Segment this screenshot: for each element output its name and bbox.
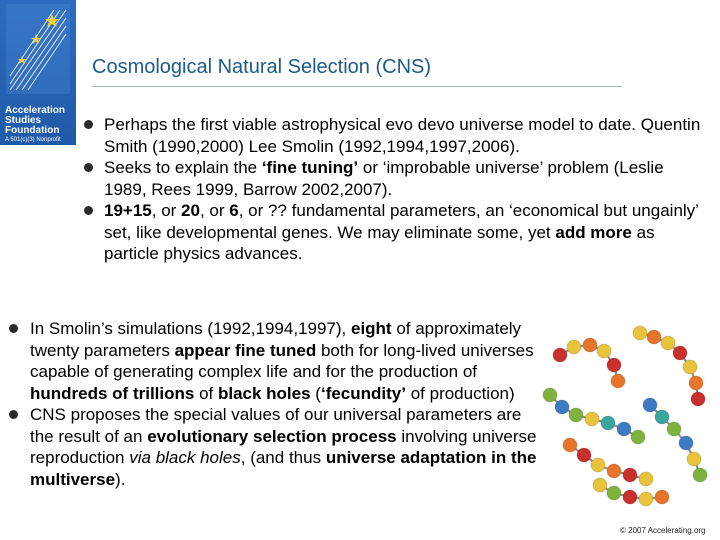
bead-icon — [607, 464, 621, 478]
bullet-text-part: ‘fecundity’ — [320, 383, 406, 403]
bead-icon — [607, 358, 621, 372]
bead-icon — [631, 430, 645, 444]
bullet-item — [30, 318, 540, 404]
bead-icon — [607, 486, 621, 500]
bead-icon — [543, 388, 557, 402]
bullet-dot-icon — [9, 324, 18, 333]
bead-icon — [639, 472, 653, 486]
bullet-text-part: 20 — [181, 201, 200, 220]
lower-bullet-list — [30, 318, 540, 490]
bead-icon — [687, 452, 701, 466]
bead-icon — [691, 392, 705, 406]
molecule-beads-image — [540, 325, 715, 510]
bead-icon — [591, 458, 605, 472]
upper-bullet-list — [104, 114, 710, 265]
bead-icon — [577, 448, 591, 462]
bullet-text-part: evolutionary selection process — [147, 426, 397, 446]
bullet-text-part: black holes — [217, 383, 311, 403]
bullet-text-part: appear fine tuned — [174, 340, 317, 360]
bullet-text-part: ( — [310, 383, 321, 403]
bead-icon — [601, 416, 615, 430]
bullet-text-part: of production) — [405, 383, 515, 403]
bullet-text-part: Seeks to explain the — [104, 158, 262, 177]
slide-title: Cosmological Natural Selection (CNS) — [92, 56, 432, 78]
bullet-dot-icon — [84, 120, 93, 129]
bullet-item — [104, 157, 710, 200]
bead-icon — [623, 468, 637, 482]
bead-icon — [617, 422, 631, 436]
bullet-item — [30, 404, 540, 490]
bead-icon — [643, 398, 657, 412]
bead-icon — [567, 340, 581, 354]
bullet-text-part: , (and thus — [240, 448, 326, 467]
bead-icon — [647, 330, 661, 344]
bullet-text-part: , or — [199, 201, 230, 220]
bead-icon — [679, 436, 693, 450]
bullet-text-part: of — [194, 383, 218, 403]
bullet-text-part: both for long-lived universes capable of generating complex life and for the production of — [30, 340, 534, 381]
bullet-text-part: hundreds of trillions — [30, 383, 195, 403]
copyright-text: © 2007 Accelerating.org — [620, 526, 706, 535]
bead-icon — [655, 490, 669, 504]
bullet-text-part: ). — [115, 469, 126, 489]
bead-icon — [667, 422, 681, 436]
bullet-text-part: or ‘improbable universe’ problem (Leslie 1989, Rees 1999, Barrow 2002,2007). — [104, 158, 664, 199]
bead-icon — [689, 376, 703, 390]
bullet-text-part: of approximately twenty parameters — [30, 319, 522, 360]
bullet-dot-icon — [9, 410, 18, 419]
bead-icon — [661, 336, 675, 350]
bullet-text-part: via black holes — [129, 448, 241, 467]
bead-icon — [597, 344, 611, 358]
bullet-item — [104, 200, 710, 265]
bead-icon — [585, 412, 599, 426]
bullet-text-part: eight — [350, 319, 392, 338]
bullet-dot-icon — [84, 206, 93, 215]
bead-icon — [655, 410, 669, 424]
bead-icon — [611, 374, 625, 388]
bullet-text-part: Perhaps the first viable astrophysical evo devo universe model to date. Quentin Smith (1990,2000) Lee Smolin (1992,1994,1997,2006). — [104, 115, 701, 156]
bullet-text-part: CNS proposes the special values of our universal parameters are the result of an — [30, 405, 522, 446]
bead-icon — [639, 492, 653, 506]
org-name: Acceleration Studies Foundation — [5, 105, 66, 136]
bead-icon — [683, 360, 697, 374]
bead-icon — [593, 478, 607, 492]
bead-icon — [693, 468, 707, 482]
bullet-text-part: 6 — [229, 201, 239, 220]
bead-icon — [569, 408, 583, 422]
bullet-text-part: 19+15 — [104, 201, 152, 220]
bullet-text-part: add more — [555, 222, 632, 242]
bullet-text-part: ‘fine tuning’ — [261, 158, 359, 177]
bead-icon — [633, 326, 647, 340]
foundation-logo-icon — [6, 4, 70, 94]
title-divider — [92, 86, 622, 87]
bullet-text-part: involving universe reproduction — [30, 426, 537, 467]
bullet-text-part: as particle physics advances. — [104, 222, 655, 263]
bead-icon — [563, 438, 577, 452]
bead-icon — [553, 348, 567, 362]
bullet-text-part: , or — [151, 201, 182, 220]
bullet-dot-icon — [84, 163, 93, 172]
bead-icon — [673, 346, 687, 360]
bullet-text-part: universe adaptation in the multiverse — [30, 448, 537, 489]
bead-icon — [623, 490, 637, 504]
bead-icon — [583, 338, 597, 352]
bead-icon — [555, 400, 569, 414]
bullet-text-part: In Smolin’s simulations (1992,1994,1997), — [30, 319, 351, 338]
bullet-item — [104, 114, 710, 157]
bullet-text-part: , or ?? fundamental parameters, an ‘economical but ungainly’ set, like developmental genes. We may eliminate some, yet — [104, 201, 699, 242]
org-subtitle: A 501(c)(3) Nonprofit — [5, 137, 61, 143]
sidebar-panel — [0, 0, 76, 145]
